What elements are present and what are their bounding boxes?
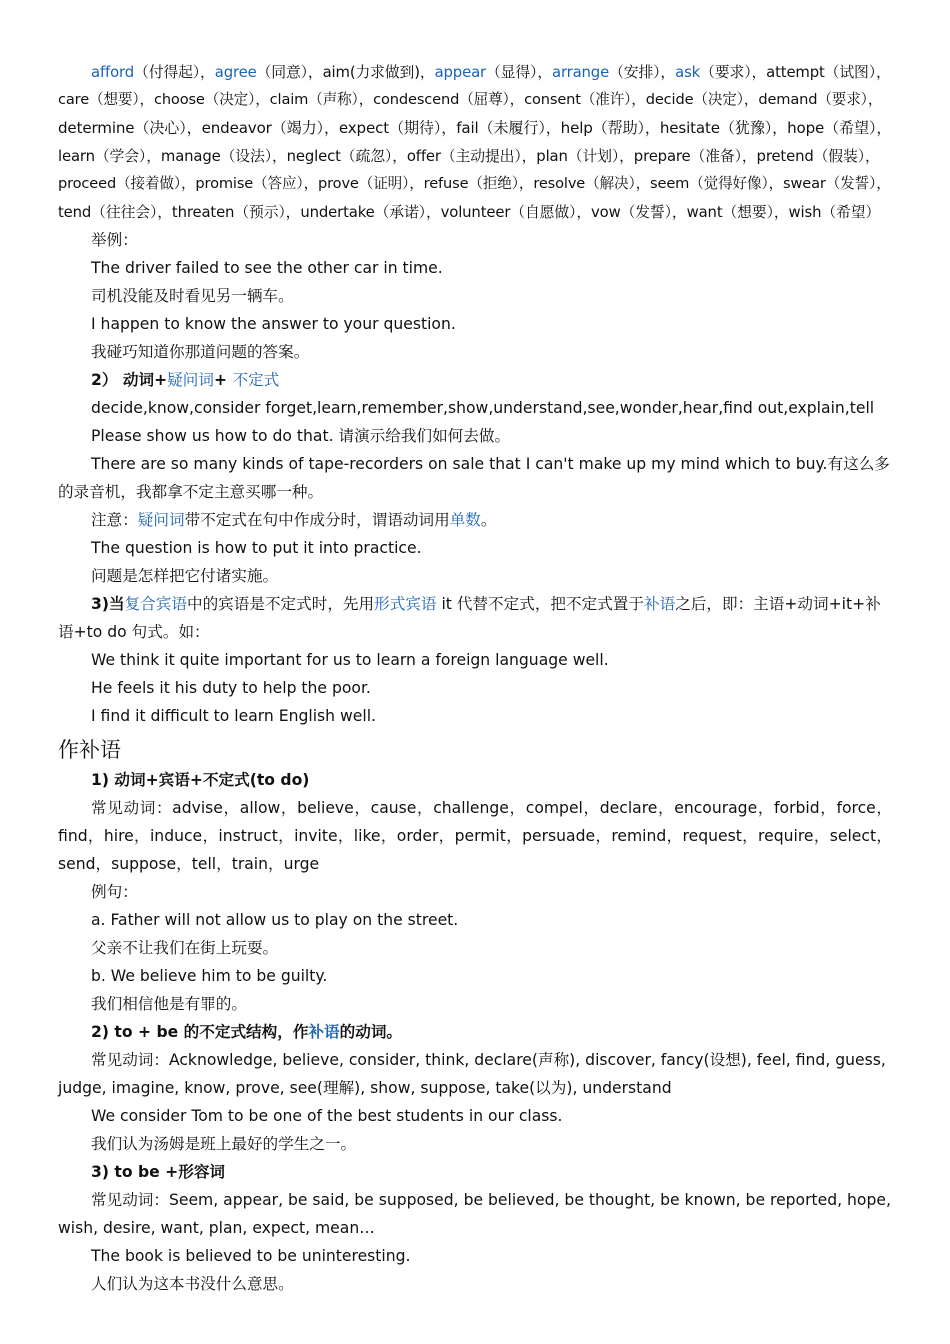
link-complex-object[interactable]: 复合宾语 <box>124 595 187 613</box>
verb-list-line-1 <box>58 58 892 86</box>
subsection-1-title: 1) 动词+宾语+不定式(to do) <box>91 771 310 789</box>
text-run: 中的宾语是不定式时，先用 <box>186 595 375 613</box>
text-run: 带不定式在句中作成分时，谓语动词用 <box>184 511 450 529</box>
link-formal-object[interactable]: 形式宾语 <box>374 595 437 613</box>
subsection-3-title: 3) to be +形容词 <box>91 1163 226 1181</box>
section-number: 2） <box>91 371 118 389</box>
text-run: （显得）， <box>485 63 553 81</box>
subsection-1-verbs: 常见动词：advise，allow，believe，cause，challenge，compel，declare，encourage，forbid，force，find，hire，induce，instruct，invite，like，order，permit，persuade，remind，request，require，select，send，suppose，tell，train，urge <box>58 799 892 873</box>
example-sentence: I find it difficult to learn English well. <box>91 707 376 725</box>
example-label: 例句： <box>91 883 138 901</box>
section-2-title <box>58 366 892 394</box>
link-interrogative[interactable]: 疑问词 <box>137 511 185 529</box>
example-sentence-zh: 我们认为汤姆是班上最好的学生之一。 <box>91 1135 357 1153</box>
example-sentence-zh: 司机没能及时看见另一辆车。 <box>91 287 294 305</box>
text-run: （安排）， <box>609 63 676 81</box>
section-heading: 作补语 <box>58 738 121 762</box>
example-sentence-en: I happen to know the answer to your question. <box>91 315 456 333</box>
note <box>58 506 892 534</box>
text-run: （同意），aim(力求做到)， <box>256 63 435 81</box>
example-sentence: Please show us how to do that. 请演示给我们如何去做。 <box>91 427 511 445</box>
verb-list-line-2: care（想要），choose（决定），claim（声称），condescend（屈尊），consent（准许），decide（决定），demand（要求）， <box>58 91 883 108</box>
link-appear[interactable]: appear <box>434 63 486 81</box>
text-run: 动词+ <box>122 371 168 389</box>
verb-list-line-5: proceed（接着做），promise（答应），prove（证明），refuse（拒绝），resolve（解决），seem（觉得好像），swear（发誓）， <box>58 175 891 192</box>
example-sentence-en: The question is how to put it into practice. <box>91 539 422 557</box>
example-b-en: b. We believe him to be guilty. <box>91 967 328 985</box>
example-sentence: We think it quite important for us to learn a foreign language well. <box>91 651 609 669</box>
example-sentence-zh: 问题是怎样把它付诸实施。 <box>91 567 279 585</box>
example-sentence-en: We consider Tom to be one of the best students in our class. <box>91 1107 563 1125</box>
text-run: （付得起）， <box>134 63 215 81</box>
section-number: 3)当 <box>91 595 125 613</box>
link-infinitive[interactable]: 不定式 <box>232 371 280 389</box>
verb-list-line-6: tend（往往会），threaten（预示），undertake（承诺），volunteer（自愿做），vow（发誓），want（想要），wish（希望） <box>58 203 881 221</box>
example-sentence-zh: 人们认为这本书没什么意思。 <box>91 1275 294 1293</box>
example-sentence-en: The driver failed to see the other car in time. <box>91 259 443 277</box>
example-sentence-zh: 我碰巧知道你那道问题的答案。 <box>91 343 310 361</box>
link-afford[interactable]: afford <box>91 63 134 81</box>
subsection-2-title <box>58 1018 892 1046</box>
section-3-paragraph <box>58 590 892 646</box>
section-2-verbs: decide,know,consider forget,learn,remember,show,understand,see,wonder,hear,find out,explain,tell <box>91 399 875 417</box>
example-a-zh: 父亲不让我们在街上玩耍。 <box>91 939 279 957</box>
example-sentence: There are so many kinds of tape-recorders on sale that I can't make up my mind which to buy.有这么多的录音机，我都拿不定主意买哪一种。 <box>58 455 890 501</box>
example-b-zh: 我们相信他是有罪的。 <box>91 995 247 1013</box>
link-ask[interactable]: ask <box>675 63 701 81</box>
example-label: 举例： <box>91 231 138 249</box>
link-agree[interactable]: agree <box>214 63 257 81</box>
text-run: 之后，即：主语+动词+it+补语+to do 句式。如： <box>58 595 881 641</box>
text-run: 注意： <box>91 511 138 529</box>
verb-list-line-4: learn（学会），manage（设法），neglect（疏忽），offer（主动提出），plan（计划），prepare（准备），pretend（假装）， <box>58 147 880 165</box>
text-run: 2) to + be 的不定式结构，作 <box>91 1023 309 1041</box>
verb-list-line-3: determine（决心），endeavor（竭力），expect（期待），fail（未履行），help（帮助），hesitate（犹豫），hope（希望）， <box>58 119 892 137</box>
text-run: 。 <box>480 511 497 529</box>
example-sentence-en: The book is believed to be uninteresting. <box>91 1247 411 1265</box>
example-sentence: He feels it his duty to help the poor. <box>91 679 371 697</box>
subsection-3-verbs: 常见动词：Seem, appear, be said, be supposed, be believed, be thought, be known, be reported, hope, wish, desire, want, plan, expect, mean… <box>58 1191 891 1237</box>
subsection-2-verbs: 常见动词：Acknowledge, believe, consider, think, declare(声称), discover, fancy(设想), feel, find, guess, judge, imagine, know, prove, see(理解), show, suppose, take(以为), understand <box>58 1051 886 1097</box>
text-run: + <box>213 371 228 389</box>
text-run: 的动词。 <box>339 1023 403 1041</box>
link-complement[interactable]: 补语 <box>644 595 676 613</box>
link-singular[interactable]: 单数 <box>449 511 481 529</box>
text-run: it 代替不定式，把不定式置于 <box>436 595 644 613</box>
link-arrange[interactable]: arrange <box>552 63 610 81</box>
example-a-en: a. Father will not allow us to play on the street. <box>91 911 459 929</box>
link-interrogative[interactable]: 疑问词 <box>167 371 214 389</box>
text-run: （要求），attempt（试图）， <box>700 63 891 81</box>
link-complement[interactable]: 补语 <box>308 1023 340 1041</box>
